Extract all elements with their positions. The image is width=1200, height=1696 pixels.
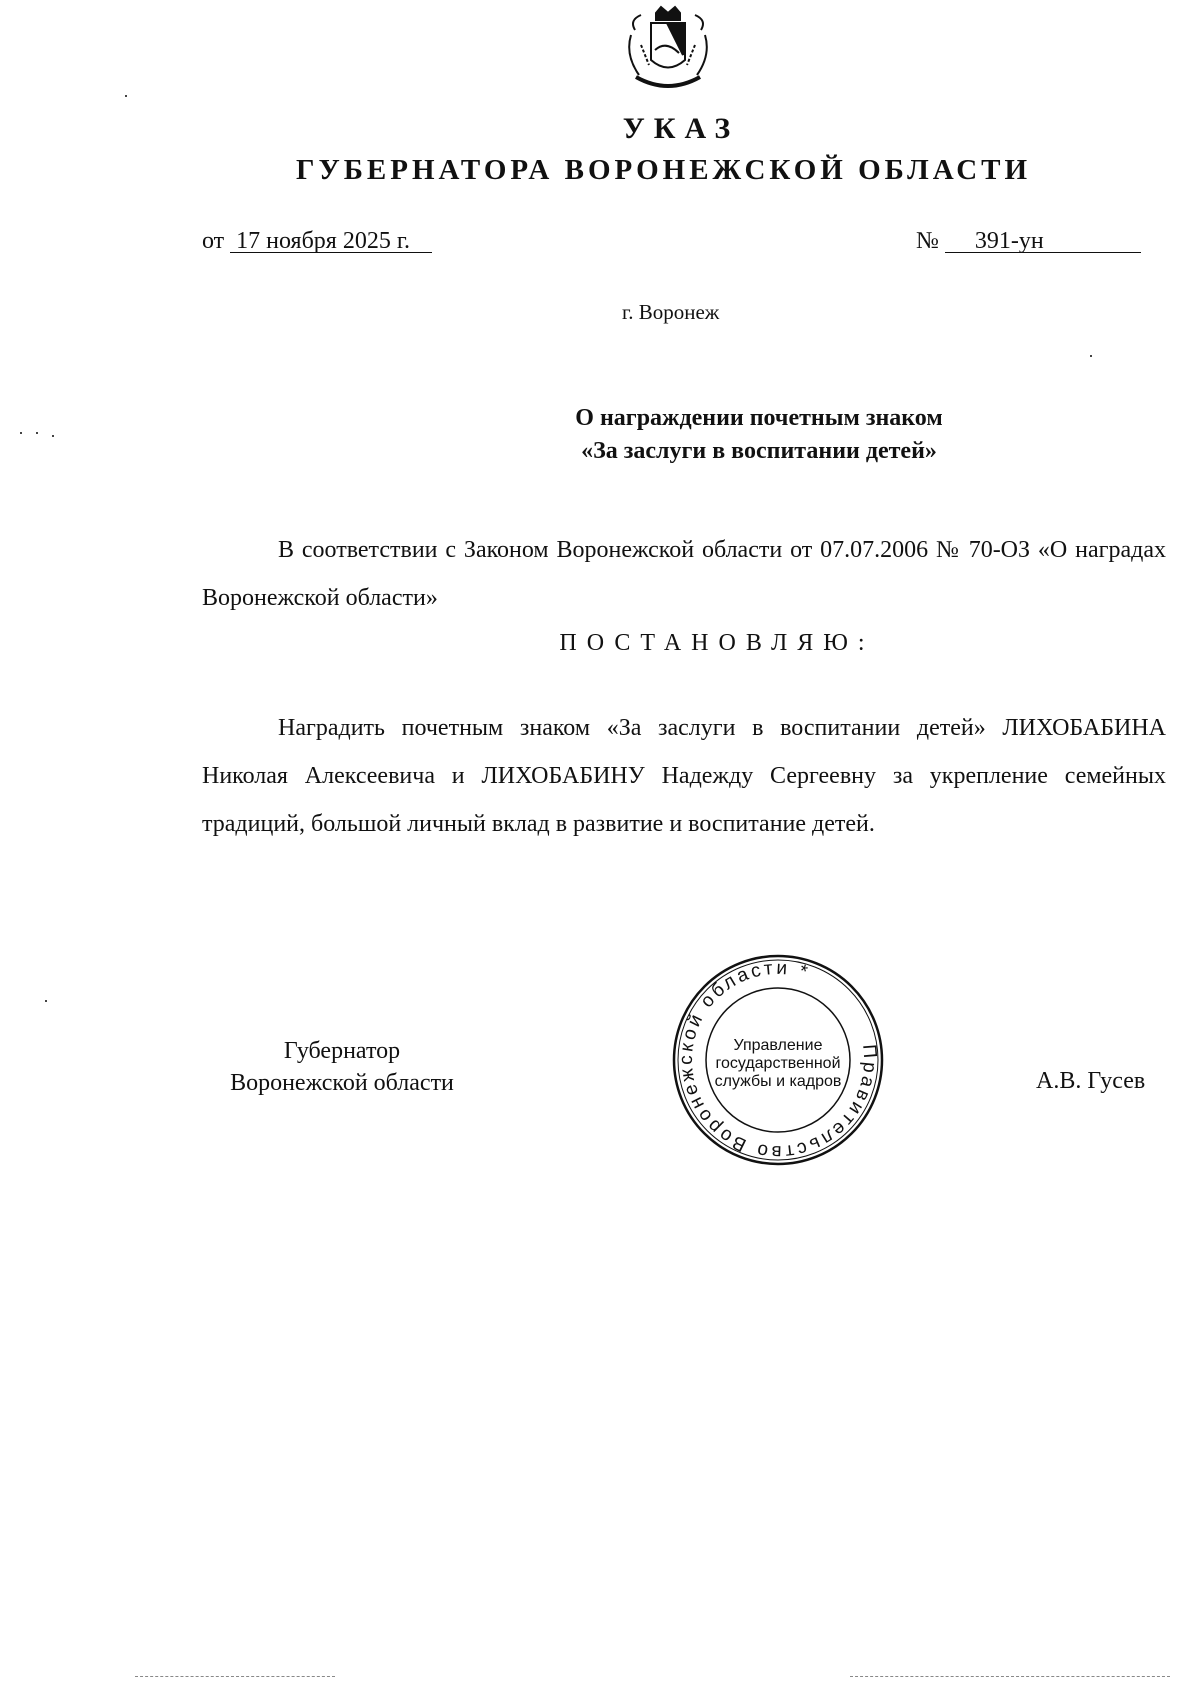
date-prefix: от <box>202 228 225 254</box>
scan-speck <box>45 1000 47 1002</box>
seal-center-line-1: Управление <box>733 1037 823 1054</box>
scan-edge-line <box>850 1676 1170 1677</box>
seal-ring-text: Правительство Воронежской области * <box>675 957 881 1163</box>
position-line-1: Губернатор <box>283 1038 401 1064</box>
signatory-position <box>207 1035 477 1099</box>
number-line <box>916 228 1141 255</box>
position-line-2: Воронежской области <box>230 1070 454 1096</box>
preamble-paragraph: В соответствии с Законом Воронежской области от 07.07.2006 № 70-ОЗ «О наградах Воронежской области» <box>202 537 1166 611</box>
scan-speck <box>1090 355 1092 357</box>
decree-word: ПОСТАНОВЛЯЮ: <box>559 630 875 656</box>
award-paragraph: Наградить почетным знаком «За заслуги в воспитании детей» ЛИХОБАБИНА Николая Алексеевича и ЛИХОБАБИНУ Надежду Сергеевну за укрепление семейных традиций, большой личный вклад в развитие и воспитание детей. <box>202 715 1166 837</box>
seal-center-line-2: государственной <box>715 1055 841 1072</box>
document-type-heading: УКАЗ <box>622 112 740 145</box>
seal-center-line-3: службы и кадров <box>714 1073 842 1090</box>
coat-of-arms-emblem <box>621 5 715 95</box>
scan-speck <box>20 432 22 434</box>
title-line-2: «За заслуги в воспитании детей» <box>581 438 937 464</box>
scan-speck <box>52 435 54 437</box>
title-line-1: О награждении почетным знаком <box>575 405 943 431</box>
document-number: 391-ун <box>945 230 1141 253</box>
scan-speck <box>125 95 127 97</box>
city: г. Воронеж <box>622 300 720 324</box>
date-line <box>202 228 432 255</box>
scan-speck <box>36 432 38 434</box>
issuer-heading: ГУБЕРНАТОРА ВОРОНЕЖСКОЙ ОБЛАСТИ <box>296 154 1032 186</box>
document-date: 17 ноября 2025 г. <box>230 230 432 253</box>
official-seal-stamp <box>668 950 888 1170</box>
number-prefix: № <box>916 228 939 254</box>
signatory-name: А.В. Гусев <box>1036 1068 1146 1094</box>
document-title <box>202 402 1166 468</box>
scan-edge-line <box>135 1676 335 1677</box>
